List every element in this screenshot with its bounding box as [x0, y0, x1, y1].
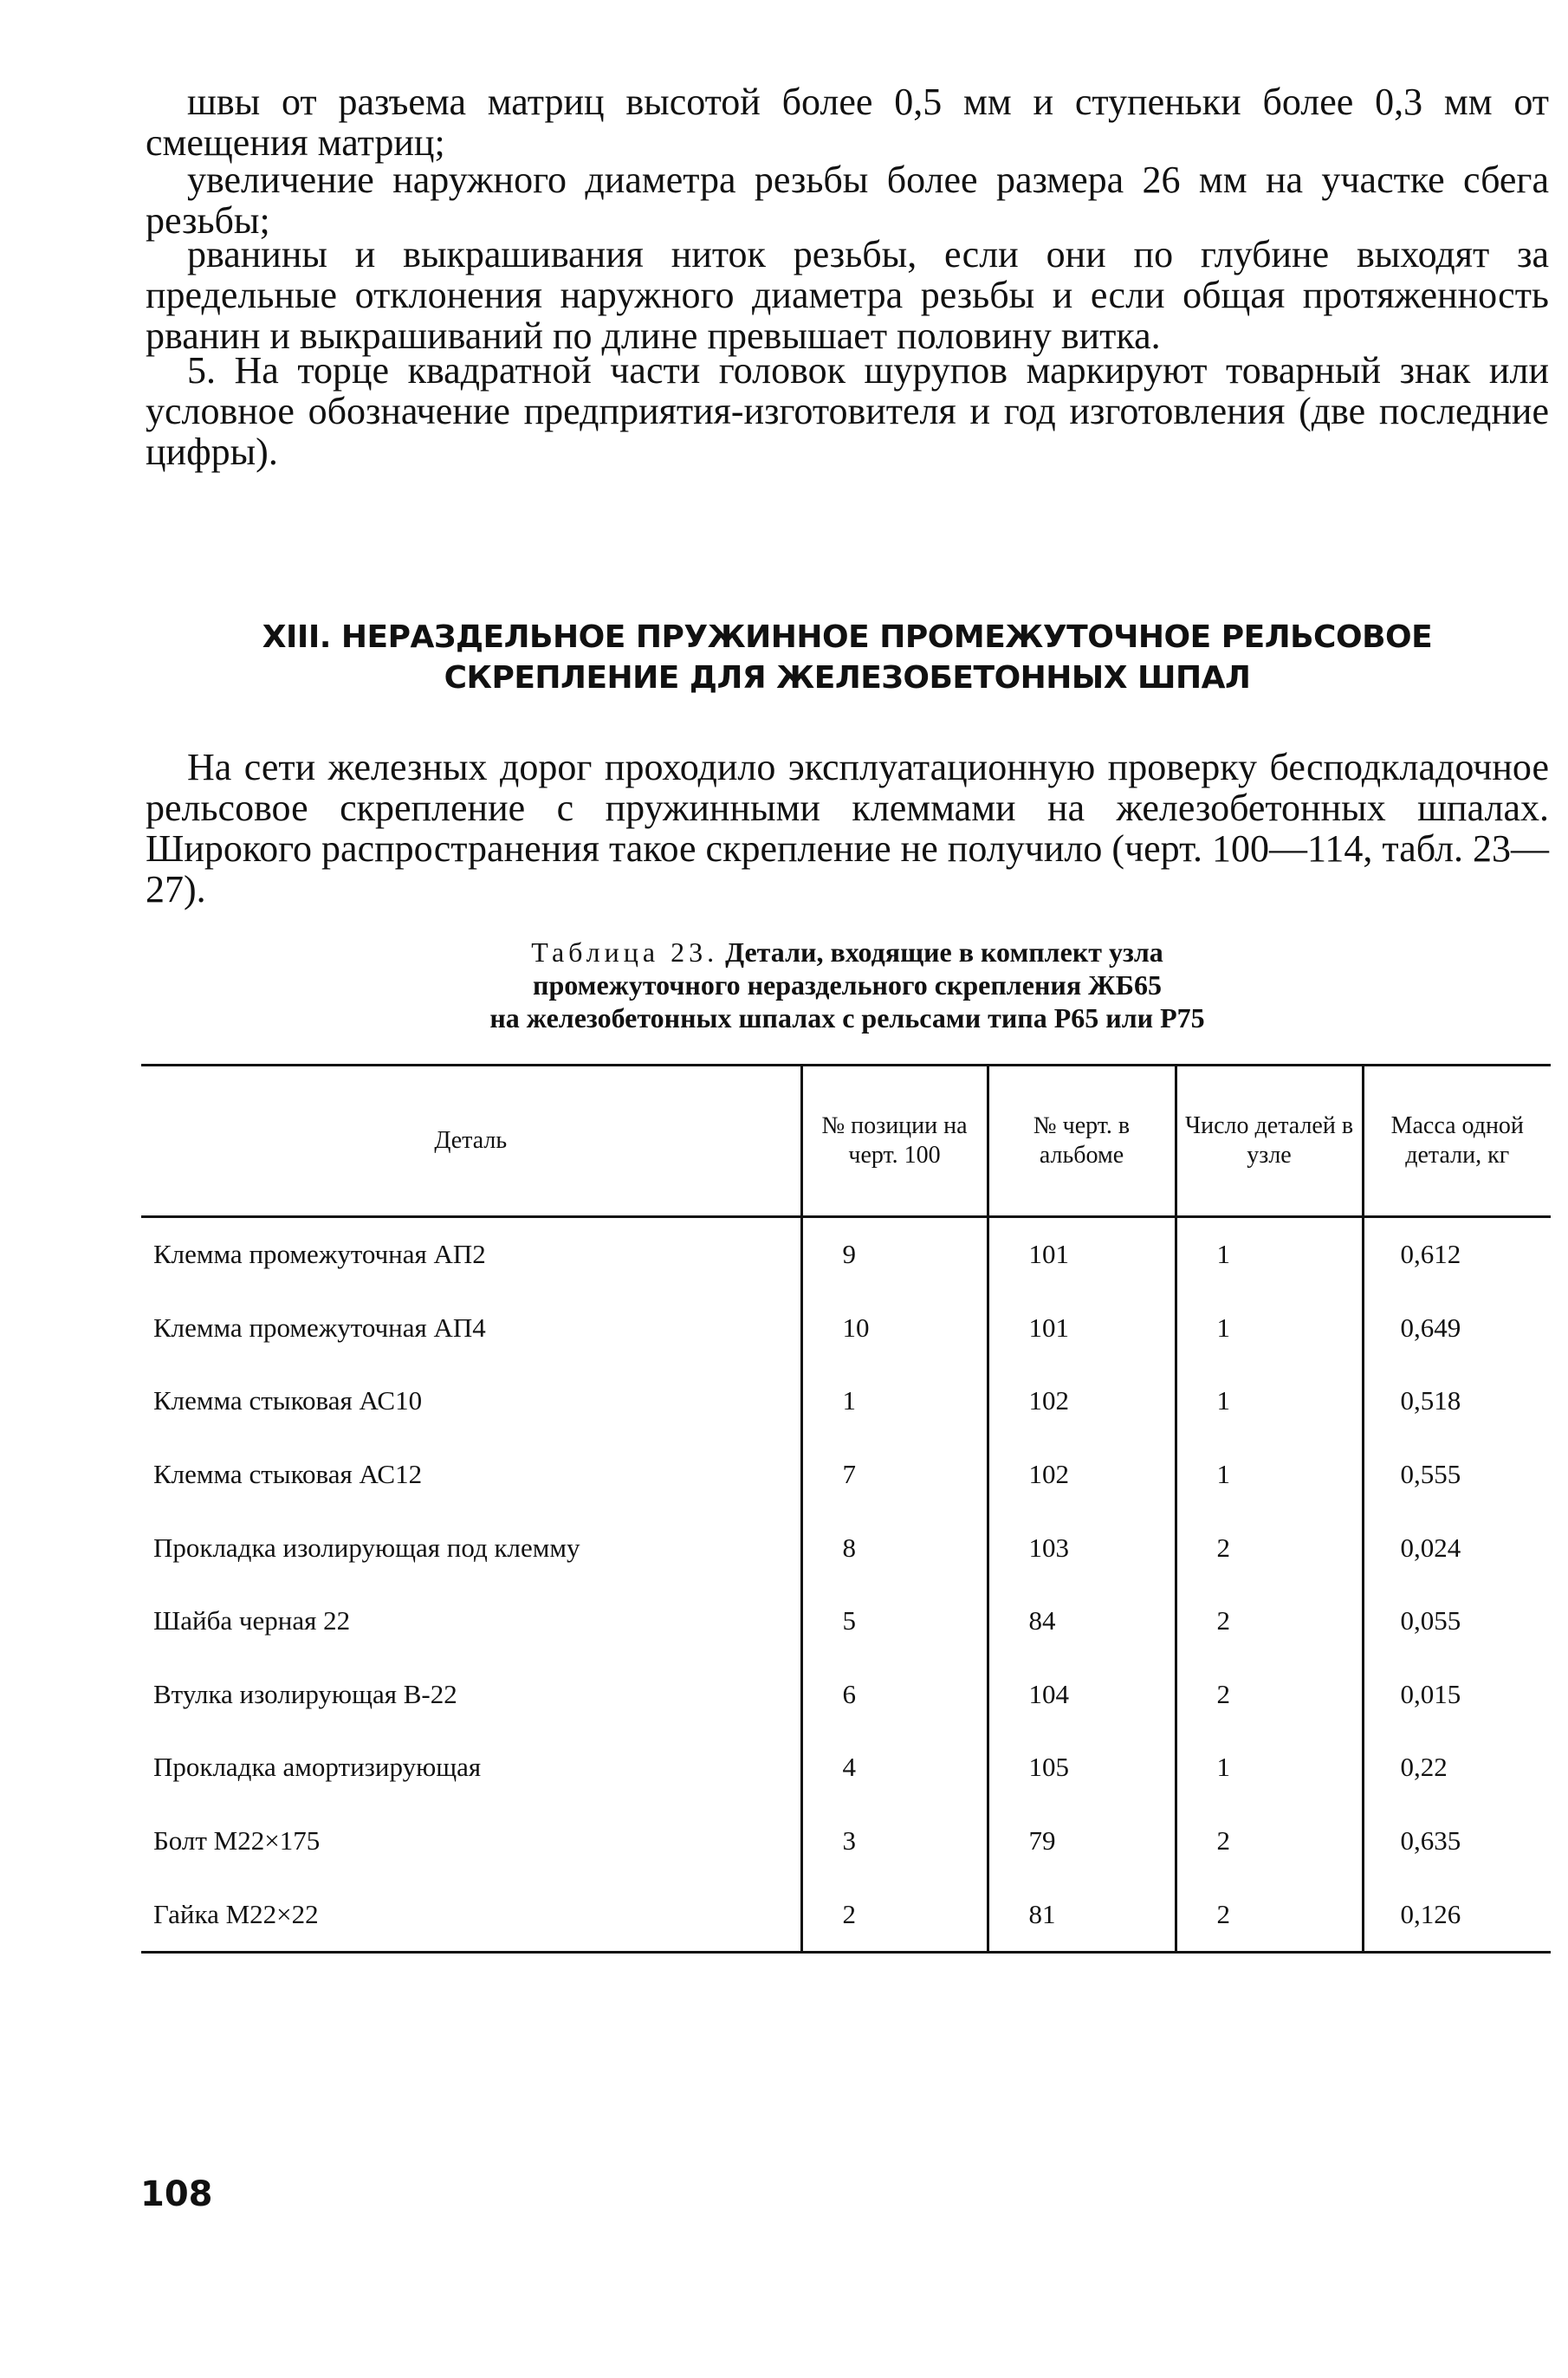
table-row [141, 1805, 1551, 1878]
page-number: 108 [140, 2174, 213, 2214]
header-mass: Масса одной детали, кг [1363, 1066, 1551, 1217]
cell-position: 5 [801, 1584, 988, 1658]
cell-position: 9 [801, 1217, 988, 1292]
cell-count: 2 [1176, 1658, 1363, 1732]
cell-drawing: 101 [988, 1292, 1176, 1365]
cell-count: 1 [1176, 1731, 1363, 1805]
table-caption [146, 936, 1549, 1034]
cell-mass: 0,518 [1363, 1364, 1551, 1438]
table-row [141, 1877, 1551, 1952]
cell-mass: 0,22 [1363, 1731, 1551, 1805]
cell-name: Прокладка амортизирующая [153, 1752, 482, 1783]
cell-position: 10 [801, 1292, 988, 1365]
section-heading [146, 617, 1549, 698]
table-row [141, 1658, 1551, 1732]
cell-drawing: 104 [988, 1658, 1176, 1732]
cell-position: 3 [801, 1805, 988, 1878]
table-caption-text-1: Детали, входящие в комплект узла [725, 936, 1163, 968]
cell-name: Клемма промежуточная АП2 [153, 1239, 486, 1270]
paragraph-marking: 5. На торце квадратной части головок шурупов маркируют товарный знак или условное обозначение предприятия-изготовителя и год изготовления (две последние цифры). [146, 349, 1549, 473]
cell-mass: 0,635 [1363, 1805, 1551, 1878]
cell-drawing: 81 [988, 1877, 1176, 1952]
cell-drawing: 101 [988, 1217, 1176, 1292]
cell-mass: 0,024 [1363, 1511, 1551, 1584]
cell-count: 1 [1176, 1217, 1363, 1292]
cell-position: 6 [801, 1658, 988, 1732]
table-row [141, 1438, 1551, 1512]
cell-name: Болт М22×175 [153, 1825, 321, 1856]
table-caption-line-1 [146, 936, 1549, 969]
cell-mass: 0,649 [1363, 1292, 1551, 1365]
cell-mass: 0,126 [1363, 1877, 1551, 1952]
paragraph-thread-diameter: увеличение наружного диаметра резьбы более размера 26 мм на участке сбега резьбы; [146, 159, 1549, 242]
cell-name: Прокладка изолирующая под клемму [153, 1532, 580, 1563]
cell-position: 7 [801, 1438, 988, 1512]
cell-name: Клемма промежуточная АП4 [153, 1312, 486, 1343]
cell-position: 4 [801, 1731, 988, 1805]
cell-drawing: 105 [988, 1731, 1176, 1805]
cell-name: Шайба черная 22 [153, 1605, 351, 1636]
table-row [141, 1292, 1551, 1365]
paragraph-thread-tears: рванины и выкрашивания ниток резьбы, если они по глубине выходят за предельные отклонения наружного диаметра резьбы и если общая протяженность рванин и выкрашиваний по длине превышает половину витка. [146, 233, 1549, 357]
cell-drawing: 84 [988, 1584, 1176, 1658]
table-label: Таблица 23. [531, 936, 719, 968]
cell-drawing: 102 [988, 1438, 1176, 1512]
cell-count: 2 [1176, 1805, 1363, 1878]
header-count: Число деталей в узле [1176, 1066, 1363, 1217]
cell-name: Втулка изолирующая В-22 [153, 1678, 457, 1709]
cell-count: 1 [1176, 1292, 1363, 1365]
parts-table [141, 1064, 1551, 1954]
cell-name: Клемма стыковая АС12 [153, 1459, 423, 1490]
cell-count: 2 [1176, 1511, 1363, 1584]
cell-count: 2 [1176, 1584, 1363, 1658]
cell-drawing: 103 [988, 1511, 1176, 1584]
cell-count: 1 [1176, 1438, 1363, 1512]
table-row [141, 1584, 1551, 1658]
header-detail: Деталь [141, 1066, 801, 1217]
cell-name: Клемма стыковая АС10 [153, 1385, 423, 1416]
cell-position: 2 [801, 1877, 988, 1952]
cell-position: 1 [801, 1364, 988, 1438]
header-drawing: № черт. в альбоме [988, 1066, 1176, 1217]
cell-mass: 0,555 [1363, 1438, 1551, 1512]
header-position: № позиции на черт. 100 [801, 1066, 988, 1217]
cell-count: 1 [1176, 1364, 1363, 1438]
section-intro-paragraph: На сети железных дорог проходило эксплуатационную проверку бесподкладочное рельсовое скрепление с пружинными клеммами на железобетонных шпалах. Широкого распространения такое скрепление не получило (черт. 100—114, табл. 23—27). [146, 746, 1549, 910]
table-caption-line-3: на железобетонных шпалах с рельсами типа Р65 или Р75 [489, 1002, 1205, 1033]
paragraph-seams: швы от разъема матриц высотой более 0,5 мм и ступеньки более 0,3 мм от смещения матриц; [146, 81, 1549, 164]
table-row [141, 1364, 1551, 1438]
cell-position: 8 [801, 1511, 988, 1584]
table-row [141, 1731, 1551, 1805]
cell-name: Гайка М22×22 [141, 1877, 801, 1952]
cell-mass: 0,015 [1363, 1658, 1551, 1732]
cell-count: 2 [1176, 1877, 1363, 1952]
cell-mass: 0,055 [1363, 1584, 1551, 1658]
section-heading-line-2: СКРЕПЛЕНИЕ ДЛЯ ЖЕЛЕЗОБЕТОННЫХ ШПАЛ [444, 660, 1251, 696]
table-row [141, 1217, 1551, 1292]
table-row [141, 1511, 1551, 1584]
table-header-row [141, 1066, 1551, 1217]
cell-mass: 0,612 [1363, 1217, 1551, 1292]
table-caption-line-2: промежуточного нераздельного скрепления ЖБ65 [533, 969, 1162, 1001]
cell-drawing: 102 [988, 1364, 1176, 1438]
section-heading-line-1: XIII. НЕРАЗДЕЛЬНОЕ ПРУЖИННОЕ ПРОМЕЖУТОЧНОЕ РЕЛЬСОВОЕ [262, 619, 1433, 655]
cell-drawing: 79 [988, 1805, 1176, 1878]
